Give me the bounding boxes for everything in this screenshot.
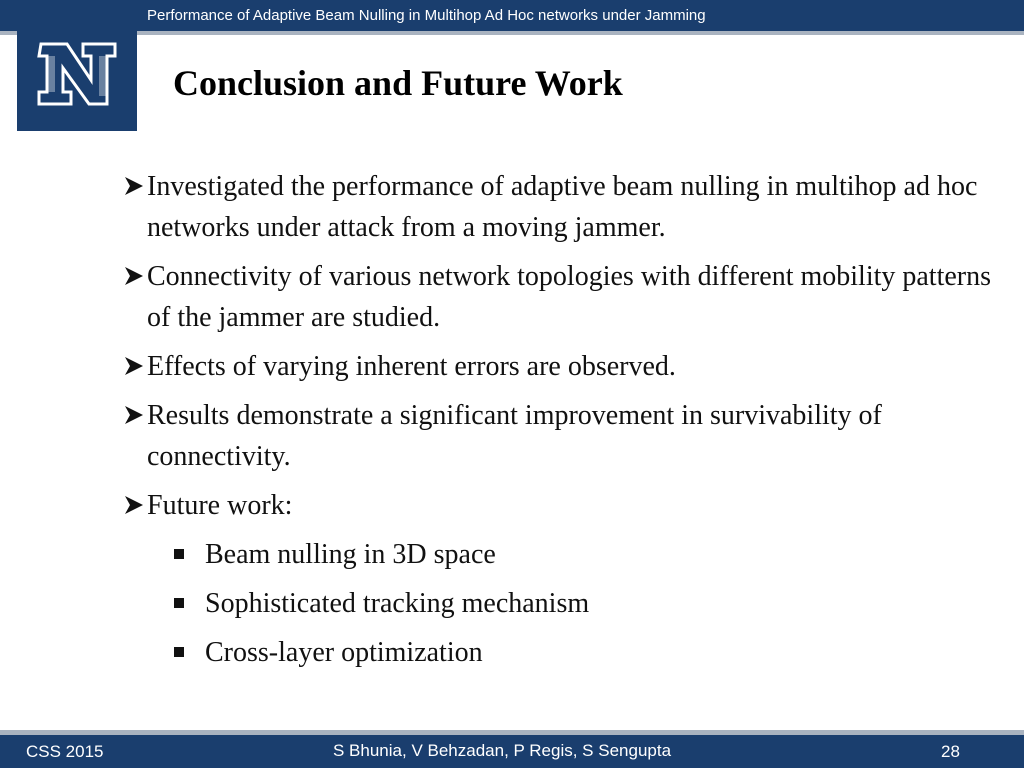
header-text: Performance of Adaptive Beam Nulling in Multihop Ad Hoc networks under Jamming: [147, 7, 706, 24]
bullet-item: [121, 485, 1001, 526]
footer-bar: [0, 735, 1024, 768]
slide-title: Conclusion and Future Work: [173, 63, 623, 103]
square-bullet-icon: [174, 598, 184, 608]
bullet-item: [121, 346, 1001, 387]
bullet-item: [121, 395, 1001, 477]
footer-authors: S Bhunia, V Behzadan, P Regis, S Sengupta: [333, 741, 672, 760]
arrow-bullet-icon: [121, 485, 147, 526]
university-n-logo-icon: [17, 18, 137, 131]
bullet-text: Future work:: [147, 490, 293, 521]
bullet-text: Effects of varying inherent errors are observed.: [147, 351, 676, 382]
bullet-item: [121, 256, 1001, 338]
sub-bullet-text: Sophisticated tracking mechanism: [205, 588, 590, 619]
bullet-item: [121, 166, 1001, 248]
sub-bullet-item: [121, 534, 1001, 575]
slide-number: 28: [941, 742, 960, 761]
sub-bullet-text: Cross-layer optimization: [205, 637, 483, 668]
header-divider: [0, 31, 1024, 35]
arrow-bullet-icon: [121, 256, 147, 297]
bullet-text: Results demonstrate a significant improvement in survivability of connectivity.: [147, 400, 882, 472]
header-bar: [0, 0, 1024, 31]
arrow-bullet-icon: [121, 395, 147, 436]
bullet-text: Investigated the performance of adaptive beam nulling in multihop ad hoc networks under attack from a moving jammer.: [147, 171, 978, 243]
slide-content: [121, 166, 1001, 681]
university-logo: [17, 18, 137, 131]
square-bullet-icon: [174, 647, 184, 657]
arrow-bullet-icon: [121, 346, 147, 387]
bullet-text: Connectivity of various network topologies with different mobility patterns of the jammer are studied.: [147, 261, 992, 333]
arrow-bullet-icon: [121, 166, 147, 207]
footer-conference: CSS 2015: [26, 742, 104, 761]
sub-bullet-item: [121, 583, 1001, 624]
square-bullet-icon: [174, 549, 184, 559]
sub-bullet-item: [121, 632, 1001, 673]
sub-bullet-text: Beam nulling in 3D space: [205, 539, 496, 570]
